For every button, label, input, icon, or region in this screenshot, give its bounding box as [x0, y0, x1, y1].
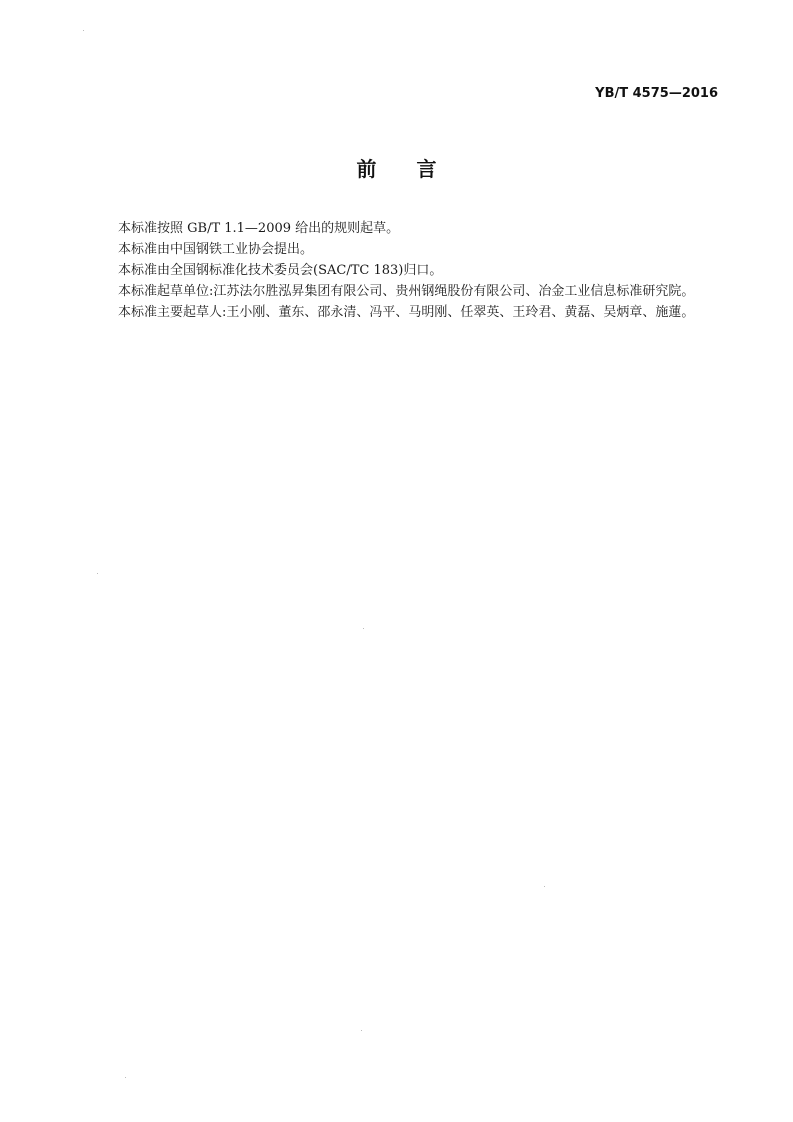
paragraph-technical-committee: 本标准由全国钢标准化技术委员会(SAC/TC 183)归口。 — [118, 263, 443, 278]
scan-speck — [97, 573, 98, 574]
paragraph-drafting-units: 本标准起草单位:江苏法尔胜泓昇集团有限公司、贵州钢绳股份有限公司、冶金工业信息标准研究院。 — [118, 284, 695, 299]
scan-speck — [361, 1030, 362, 1031]
scan-speck — [363, 628, 364, 629]
foreword-body — [90, 218, 730, 323]
scan-speck — [544, 886, 545, 887]
paragraph-main-drafters: 本标准主要起草人:王小刚、董东、邵永清、冯平、马明刚、任翠英、王玲君、黄磊、吴炳章、施蓮。 — [118, 305, 695, 320]
paragraph-drafting-rules: 本标准按照 GB/T 1.1—2009 给出的规则起草。 — [118, 221, 400, 236]
standard-number: YB/T 4575—2016 — [595, 86, 718, 101]
scan-speck — [125, 1077, 126, 1078]
paragraph-proposer: 本标准由中国钢铁工业协会提出。 — [118, 242, 314, 257]
page-title: 前言 — [356, 157, 477, 181]
scan-speck — [83, 30, 84, 31]
